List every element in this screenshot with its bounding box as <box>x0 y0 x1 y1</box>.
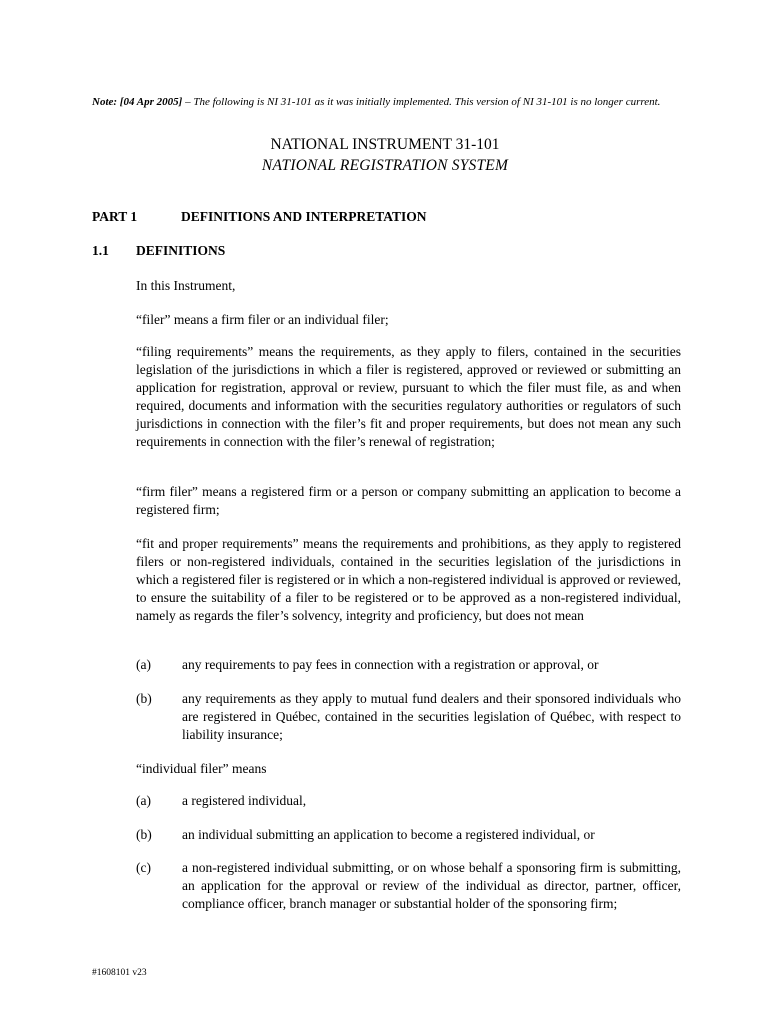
definition-individual-filer: “individual filer” means <box>136 761 267 776</box>
list-item-label: (a) <box>136 793 151 808</box>
instrument-name-title: NATIONAL REGISTRATION SYSTEM <box>261 157 509 174</box>
list-item-text: a non-registered individual submitting, or on whose behalf a sponsoring firm is submitting, an application for the approval or review of the individual as director, partner, officer, compliance officer, branch manager or substantial holder of the sponsoring firm; <box>182 860 681 911</box>
list-item <box>136 690 681 744</box>
version-note-label: Note: [04 Apr 2005] <box>92 96 183 108</box>
document-id-footer: #1608101 v23 <box>92 968 147 978</box>
instrument-number-title: NATIONAL INSTRUMENT 31-101 <box>270 136 500 153</box>
intro-paragraph: In this Instrument, <box>136 278 236 293</box>
definition-fit-and-proper: “fit and proper requirements” means the requirements and prohibitions, as they apply to registered filers or non-registered individuals, contained in the securities legislation of the jurisdictions in which a registered filer is registered or in which a non-registered individual is approved or reviewed, to ensure the suitability of a filer to be registered or to be approved as a non-registered individual, namely as regards the filer’s solvency, integrity and proficiency, but does not mean <box>136 536 681 623</box>
definition-firm-filer: “firm filer” means a registered firm or a person or company submitting an application to become a registered firm; <box>136 484 681 517</box>
part-title: DEFINITIONS AND INTERPRETATION <box>181 209 427 224</box>
part-number: PART 1 <box>92 209 138 224</box>
version-note-text: – The following is NI 31-101 as it was initially implemented. This version of NI 31-101 is no longer current. <box>182 96 661 108</box>
section-number: 1.1 <box>92 243 109 258</box>
list-item-label: (a) <box>136 657 151 672</box>
list-item <box>136 859 681 913</box>
list-item <box>136 826 681 844</box>
section-title: DEFINITIONS <box>136 243 226 258</box>
list-item-label: (b) <box>136 691 152 706</box>
list-item-text: an individual submitting an application to become a registered individual, or <box>182 827 595 842</box>
list-item-text: any requirements as they apply to mutual fund dealers and their sponsored individuals who are registered in Québec, contained in the securities legislation of Québec, with respect to liability insurance; <box>182 691 681 742</box>
list-item-label: (b) <box>136 827 152 842</box>
list-item <box>136 792 681 810</box>
version-note <box>92 94 682 111</box>
list-item-label: (c) <box>136 860 151 875</box>
definition-filing-requirements: “filing requirements” means the requirements, as they apply to filers, contained in the securities legislation of the jurisdictions in which a filer is registered, approved or reviewed or submitting an application for registration, approval or review, pursuant to which the filer must file, as and when required, documents and information with the securities regulatory authorities or regulators of such jurisdictions in connection with the filer’s fit and proper requirements, but does not mean any such requirements in connection with the filer’s renewal of registration; <box>136 344 681 449</box>
list-item <box>136 656 681 674</box>
list-item-text: a registered individual, <box>182 793 307 808</box>
definition-filer: “filer” means a firm filer or an individual filer; <box>136 312 389 327</box>
list-item-text: any requirements to pay fees in connection with a registration or approval, or <box>182 657 599 672</box>
